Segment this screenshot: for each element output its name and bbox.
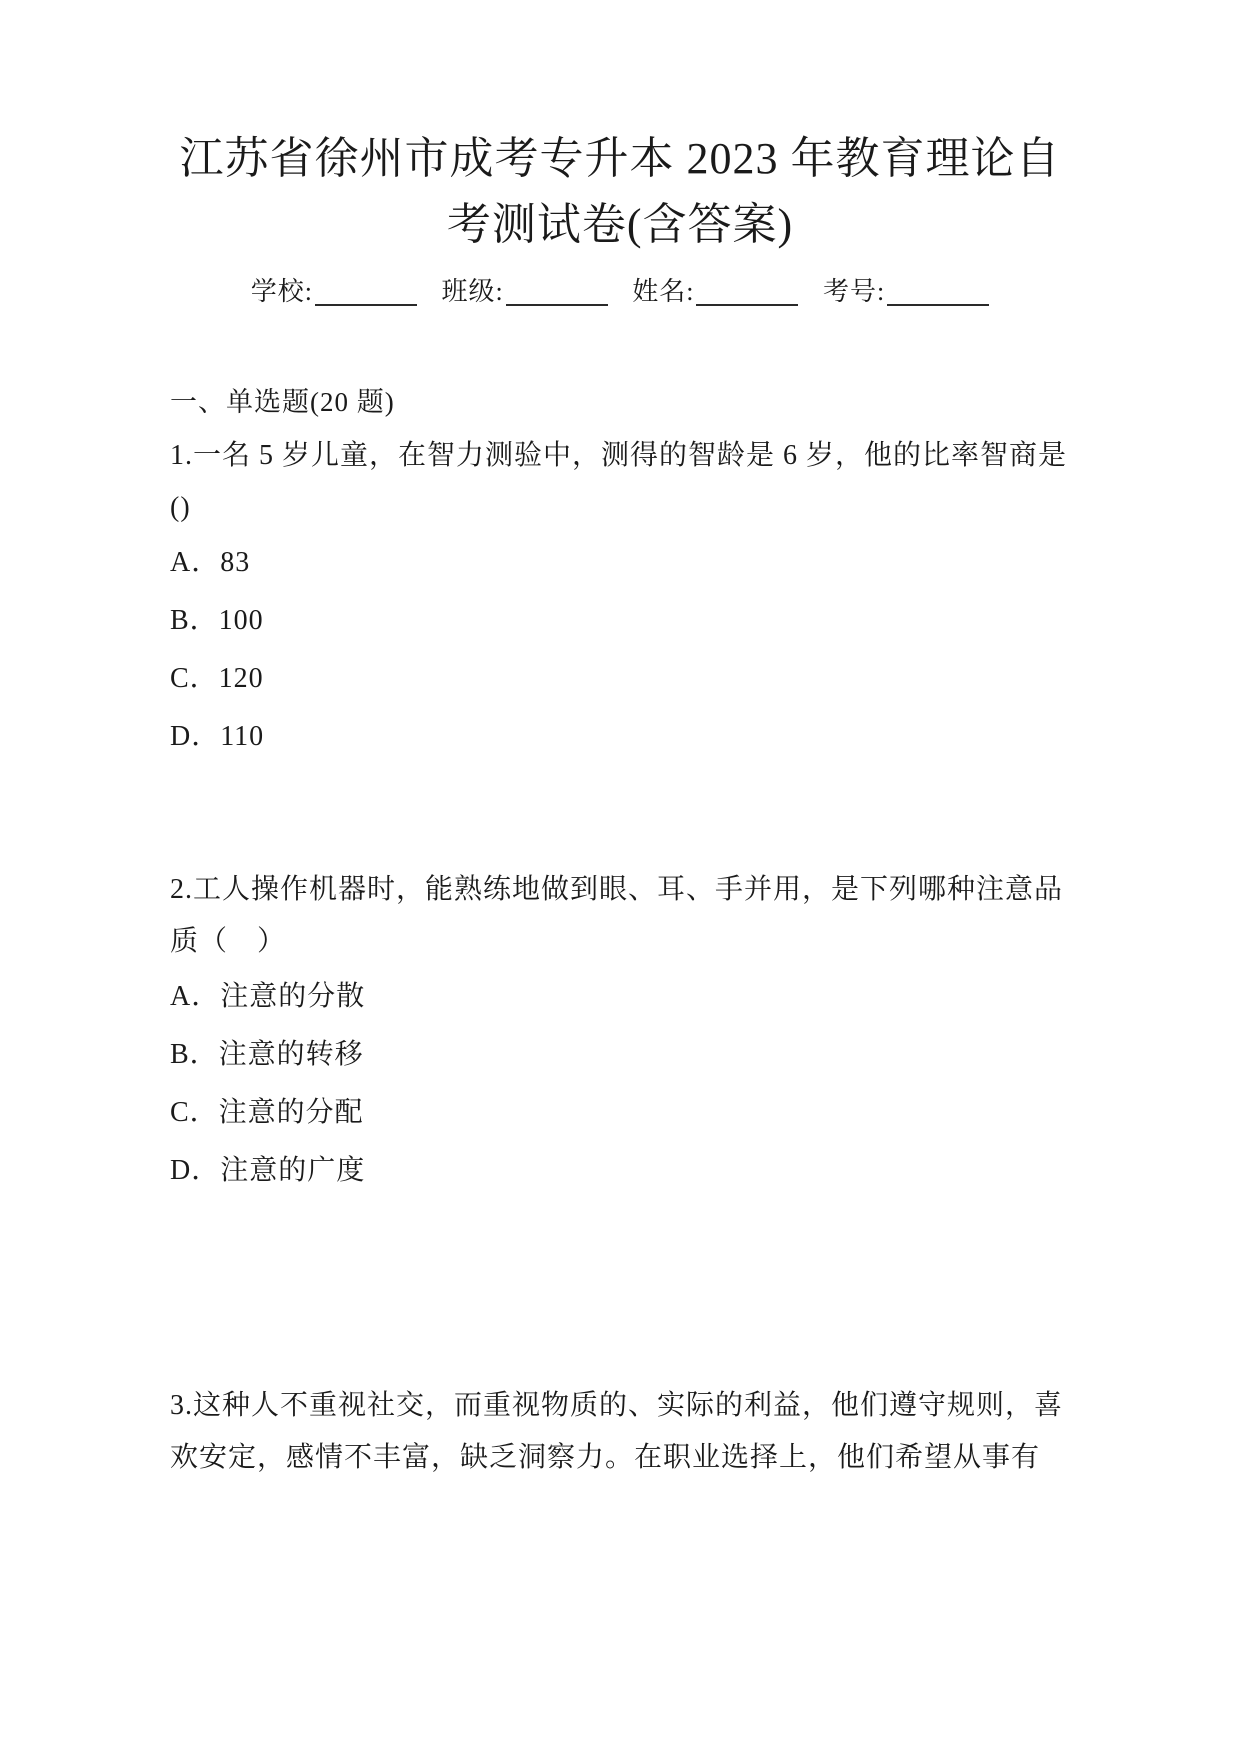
document-title: 江苏省徐州市成考专升本 2023 年教育理论自考测试卷(含答案): [179, 134, 1061, 249]
field-name: [632, 272, 798, 312]
question-2: [170, 864, 1070, 1200]
field-exam-number-label: 考号:: [822, 277, 886, 306]
question-2-option-a: A．注意的分散: [170, 981, 366, 1012]
question-1-option-a: A．83: [170, 547, 251, 578]
student-info-line: [170, 272, 1070, 312]
field-school: [251, 272, 417, 312]
field-class: [442, 272, 608, 312]
field-exam-number-blank-line: [887, 300, 989, 306]
field-class-blank-line: [506, 300, 608, 306]
field-school-label: 学校:: [250, 277, 314, 306]
question-2-option-b: B．注意的转移: [170, 1039, 364, 1070]
question-2-text-line-2: 质（ ）: [170, 926, 287, 957]
question-2-option-c: C．注意的分配: [170, 1097, 364, 1128]
question-2-text-line-1: 2.工人操作机器时，能熟练地做到眼、耳、手并用，是下列哪种注意品: [170, 874, 1064, 905]
question-1-text-line-1: 1.一名 5 岁儿童，在智力测验中，测得的智龄是 6 岁，他的比率智商是: [170, 440, 1068, 471]
question-3-text-line-2: 欢安定，感情不丰富，缺乏洞察力。在职业选择上，他们希望从事有: [170, 1442, 1041, 1473]
question-1-option-b: B．100: [170, 605, 264, 636]
field-exam-number: [823, 272, 989, 312]
field-school-blank-line: [315, 300, 417, 306]
question-1-option-c: C．120: [170, 663, 264, 694]
field-class-label: 班级:: [441, 277, 504, 306]
section-heading-single-choice: 一、单选题(20 题): [170, 387, 395, 417]
question-1-option-d: D．110: [170, 721, 265, 752]
question-3-text-line-1: 3.这种人不重视社交，而重视物质的、实际的利益，他们遵守规则，喜: [170, 1390, 1064, 1421]
question-1: [170, 430, 1070, 766]
question-1-text-line-2: (): [170, 492, 191, 523]
question-2-option-d: D．注意的广度: [170, 1155, 366, 1186]
field-name-blank-line: [696, 300, 798, 306]
question-3: [170, 1380, 1070, 1484]
field-name-label: 姓名:: [632, 277, 695, 306]
